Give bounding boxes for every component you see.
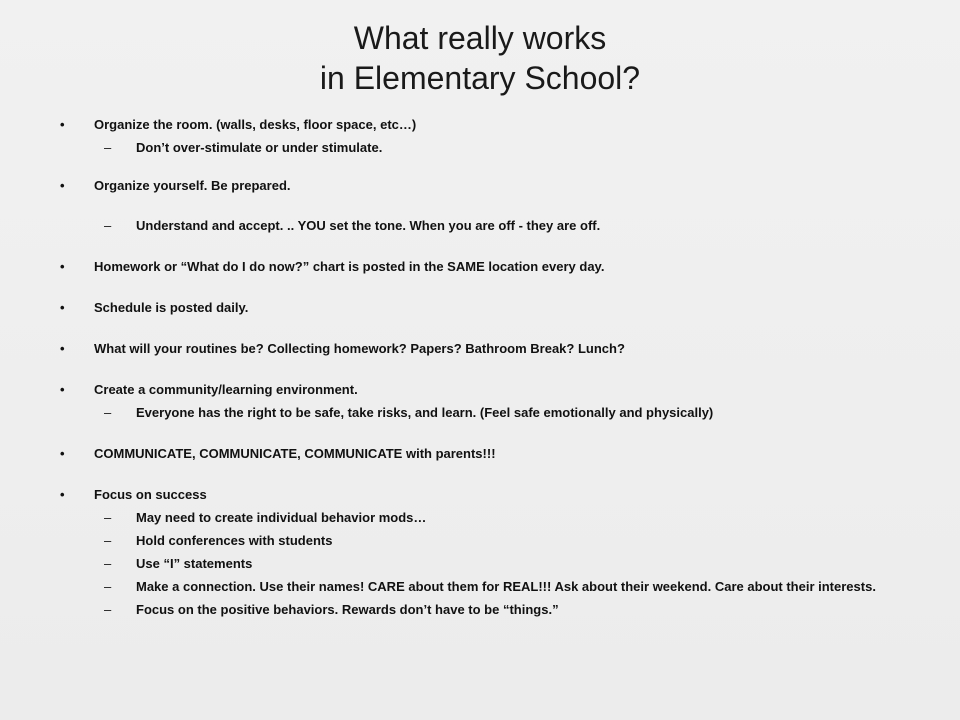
dash-icon: – <box>104 510 112 525</box>
bullet-dot-icon: • <box>60 300 65 315</box>
sub-bullet-item <box>60 601 920 619</box>
bullet-dot-icon: • <box>60 341 65 356</box>
sub-bullet-text: Everyone has the right to be safe, take risks, and learn. (Feel safe emotionally and physically) <box>136 405 714 420</box>
bullet-text: COMMUNICATE, COMMUNICATE, COMMUNICATE with parents!!! <box>94 446 496 461</box>
sub-bullet-item <box>60 555 920 573</box>
sub-bullet-text: Use “I” statements <box>136 556 253 571</box>
sub-bullet-text: Don’t over-stimulate or under stimulate. <box>136 140 383 155</box>
sub-bullet-text: May need to create individual behavior mods… <box>136 510 427 525</box>
bullet-text: What will your routines be? Collecting homework? Papers? Bathroom Break? Lunch? <box>94 341 625 356</box>
sub-bullet-item <box>60 509 920 527</box>
sub-bullet-item <box>60 532 920 550</box>
slide-title <box>0 18 960 98</box>
bullet-item <box>60 116 920 134</box>
sub-bullet-item <box>60 139 920 157</box>
bullet-item <box>60 340 920 358</box>
bullet-dot-icon: • <box>60 178 65 193</box>
dash-icon: – <box>104 602 112 617</box>
bullet-dot-icon: • <box>60 446 65 461</box>
dash-icon: – <box>104 579 112 594</box>
dash-icon: – <box>104 405 112 420</box>
sub-bullet-text: Understand and accept. .. YOU set the tone. When you are off - they are off. <box>136 218 601 233</box>
bullet-item <box>60 445 920 463</box>
bullet-item <box>60 258 920 276</box>
bullet-text: Create a community/learning environment. <box>94 382 358 397</box>
slide-title-line-2: in Elementary School? <box>319 60 641 96</box>
dash-icon: – <box>104 140 112 155</box>
sub-bullet-text: Focus on the positive behaviors. Rewards don’t have to be “things.” <box>136 602 559 617</box>
slide-title-line-1: What really works <box>353 20 607 56</box>
bullet-item <box>60 299 920 317</box>
bullet-text: Schedule is posted daily. <box>94 300 249 315</box>
bullet-item <box>60 486 920 504</box>
sub-bullet-item <box>60 404 920 422</box>
dash-icon: – <box>104 533 112 548</box>
bullet-text: Organize yourself. Be prepared. <box>94 178 291 193</box>
bullet-text: Homework or “What do I do now?” chart is posted in the SAME location every day. <box>94 259 605 274</box>
sub-bullet-text: Hold conferences with students <box>136 533 333 548</box>
bullet-text: Focus on success <box>94 487 207 502</box>
sub-bullet-item <box>60 578 920 596</box>
bullet-text: Organize the room. (walls, desks, floor space, etc…) <box>94 117 417 132</box>
bullet-dot-icon: • <box>60 382 65 397</box>
bullet-dot-icon: • <box>60 487 65 502</box>
bullet-list <box>60 116 920 619</box>
dash-icon: – <box>104 218 112 233</box>
sub-bullet-item <box>60 217 920 235</box>
bullet-dot-icon: • <box>60 117 65 132</box>
dash-icon: – <box>104 556 112 571</box>
bullet-item <box>60 381 920 399</box>
sub-bullet-text: Make a connection. Use their names! CARE about them for REAL!!! Ask about their weekend. Care about their interests. <box>136 579 876 594</box>
bullet-item <box>60 177 920 195</box>
bullet-dot-icon: • <box>60 259 65 274</box>
